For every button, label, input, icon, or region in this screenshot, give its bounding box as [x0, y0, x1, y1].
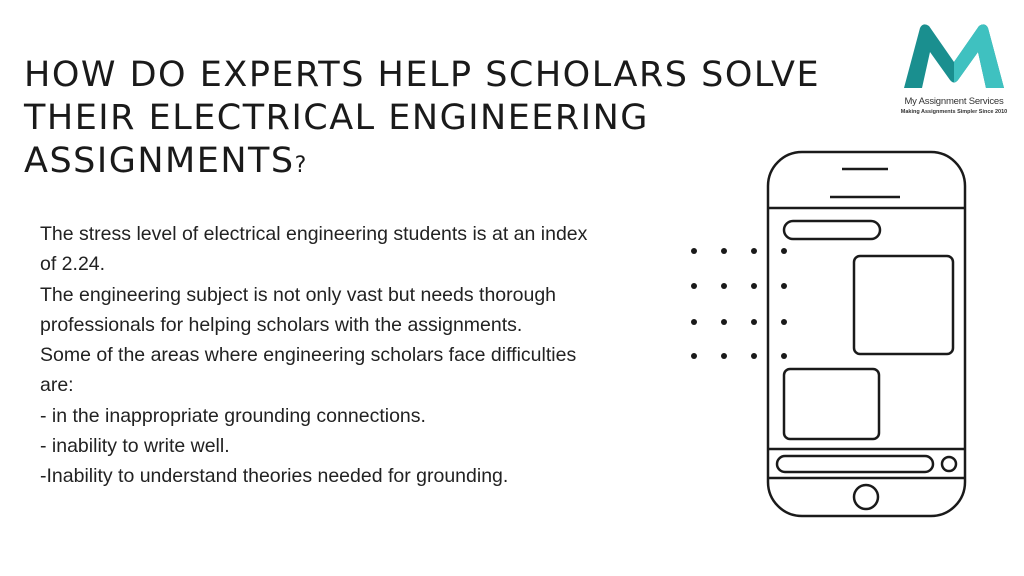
phone-illustration: [680, 145, 980, 529]
body-line-2: of 2.24.: [40, 253, 106, 276]
slide-body: [40, 219, 690, 492]
body-bullet-3: -Inability to understand theories needed for grounding.: [40, 465, 509, 488]
body-line-5: Some of the areas where engineering scholars face difficulties: [40, 344, 577, 367]
smartphone-chat-icon: [680, 145, 980, 525]
title-line-2: THEIR ELECTRICAL ENGINEERING: [24, 98, 649, 138]
m-logo-icon: [898, 22, 1010, 94]
body-bullet-1: - in the inappropriate grounding connections.: [40, 404, 426, 427]
title-question-mark: ?: [294, 153, 307, 178]
dot-grid: [691, 248, 787, 359]
logo-name: My Assignment Services: [904, 96, 1004, 107]
title-line-3-text: ASSIGNMENTS: [24, 141, 295, 181]
body-line-6: are:: [40, 374, 74, 397]
logo-tagline: Making Assignments Simpler Since 2010: [900, 109, 1008, 115]
brand-logo: [898, 22, 1010, 122]
body-line-4: professionals for helping scholars with the assignments.: [40, 313, 523, 336]
title-line-1: HOW DO EXPERTS HELP SCHOLARS SOLVE: [24, 55, 821, 95]
body-line-1: The stress level of electrical engineering students is at an index: [40, 223, 588, 245]
body-line-3: The engineering subject is not only vast but needs thorough: [40, 283, 557, 306]
body-bullet-2: - inability to write well.: [40, 435, 230, 458]
